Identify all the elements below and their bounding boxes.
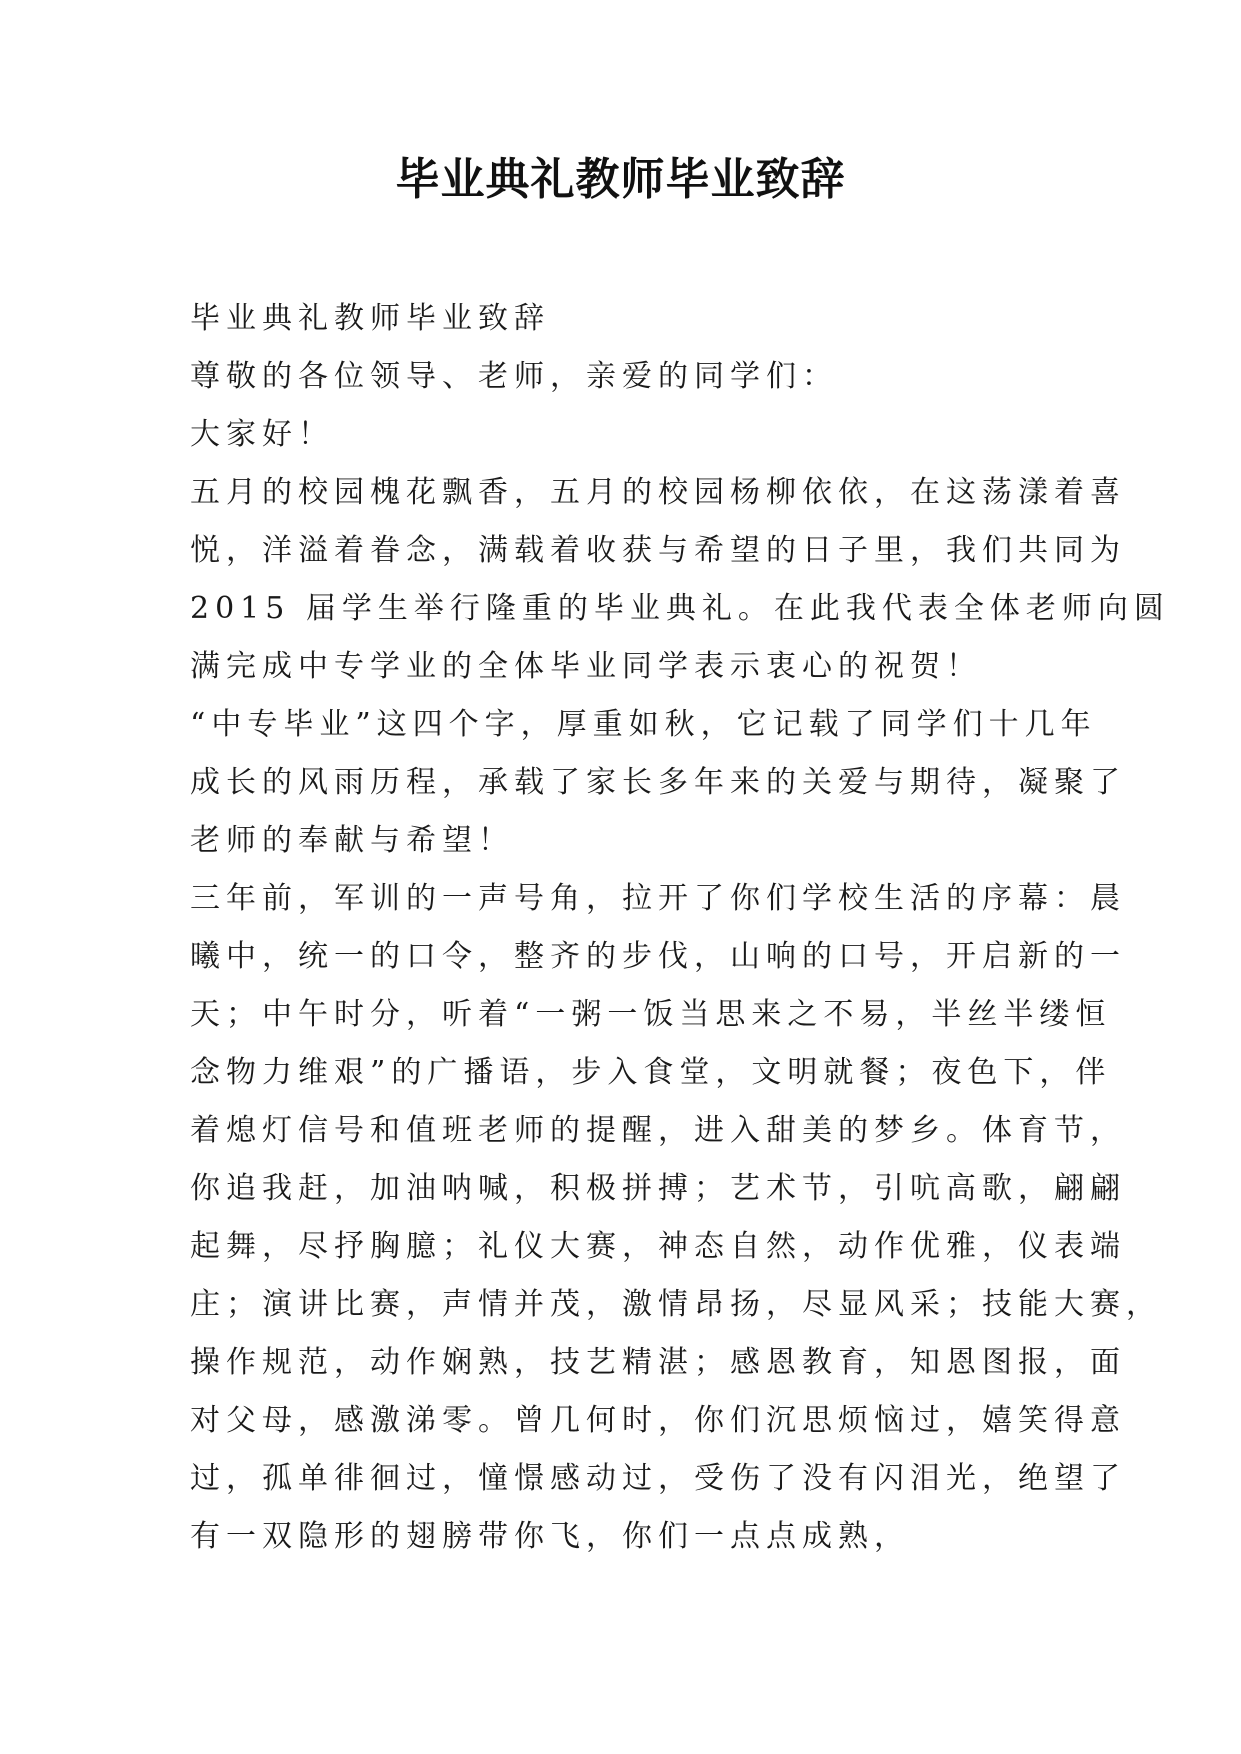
body-line: 曦中，统一的口令，整齐的步伐，山响的口号，开启新的一 [190, 939, 1126, 974]
document-title: 毕业典礼教师毕业致辞 [395, 154, 846, 205]
body-line: 起舞，尽抒胸臆；礼仪大赛，神态自然，动作优雅，仪表端 [190, 1229, 1126, 1264]
body-line: 大家好！ [190, 417, 334, 452]
body-line: 尊敬的各位领导、老师，亲爱的同学们： [190, 359, 838, 394]
body-line: 对父母，感激涕零。曾几何时，你们沉思烦恼过，嬉笑得意 [190, 1403, 1126, 1438]
body-line: 三年前，军训的一声号角，拉开了你们学校生活的序幕：晨 [190, 881, 1126, 916]
body-line: 五月的校园槐花飘香，五月的校园杨柳依依，在这荡漾着喜 [190, 475, 1126, 510]
body-line: 老师的奉献与希望！ [190, 823, 514, 858]
body-line: 有一双隐形的翅膀带你飞，你们一点点成熟， [190, 1519, 910, 1554]
body-line: 悦，洋溢着眷念，满载着收获与希望的日子里，我们共同为 [190, 533, 1126, 568]
body-line: 成长的风雨历程，承载了家长多年来的关爱与期待，凝聚了 [190, 765, 1126, 800]
body-line: 操作规范，动作娴熟，技艺精湛；感恩教育，知恩图报，面 [190, 1345, 1126, 1380]
body-line: 天；中午时分，听着“一粥一饭当思来之不易，半丝半缕恒 [190, 997, 1112, 1032]
body-line: 过，孤单徘徊过，憧憬感动过，受伤了没有闪泪光，绝望了 [190, 1461, 1126, 1496]
body-line: 毕业典礼教师毕业致辞 [190, 301, 550, 336]
body-line: 你追我赶，加油呐喊，积极拼搏；艺术节，引吭高歌，翩翩 [190, 1171, 1126, 1206]
body-line: 2015 届学生举行隆重的毕业典礼。在此我代表全体老师向圆 [190, 591, 1170, 626]
body-line: “中专毕业”这四个字，厚重如秋，它记载了同学们十几年 [190, 707, 1097, 742]
body-line: 着熄灯信号和值班老师的提醒，进入甜美的梦乡。体育节， [190, 1113, 1126, 1148]
body-line: 念物力维艰”的广播语，步入食堂，文明就餐；夜色下，伴 [190, 1055, 1112, 1090]
body-line: 庄；演讲比赛，声情并茂，激情昂扬，尽显风采；技能大赛， [190, 1287, 1162, 1322]
document-body [190, 290, 1170, 1566]
body-line: 满完成中专学业的全体毕业同学表示衷心的祝贺！ [190, 649, 982, 684]
